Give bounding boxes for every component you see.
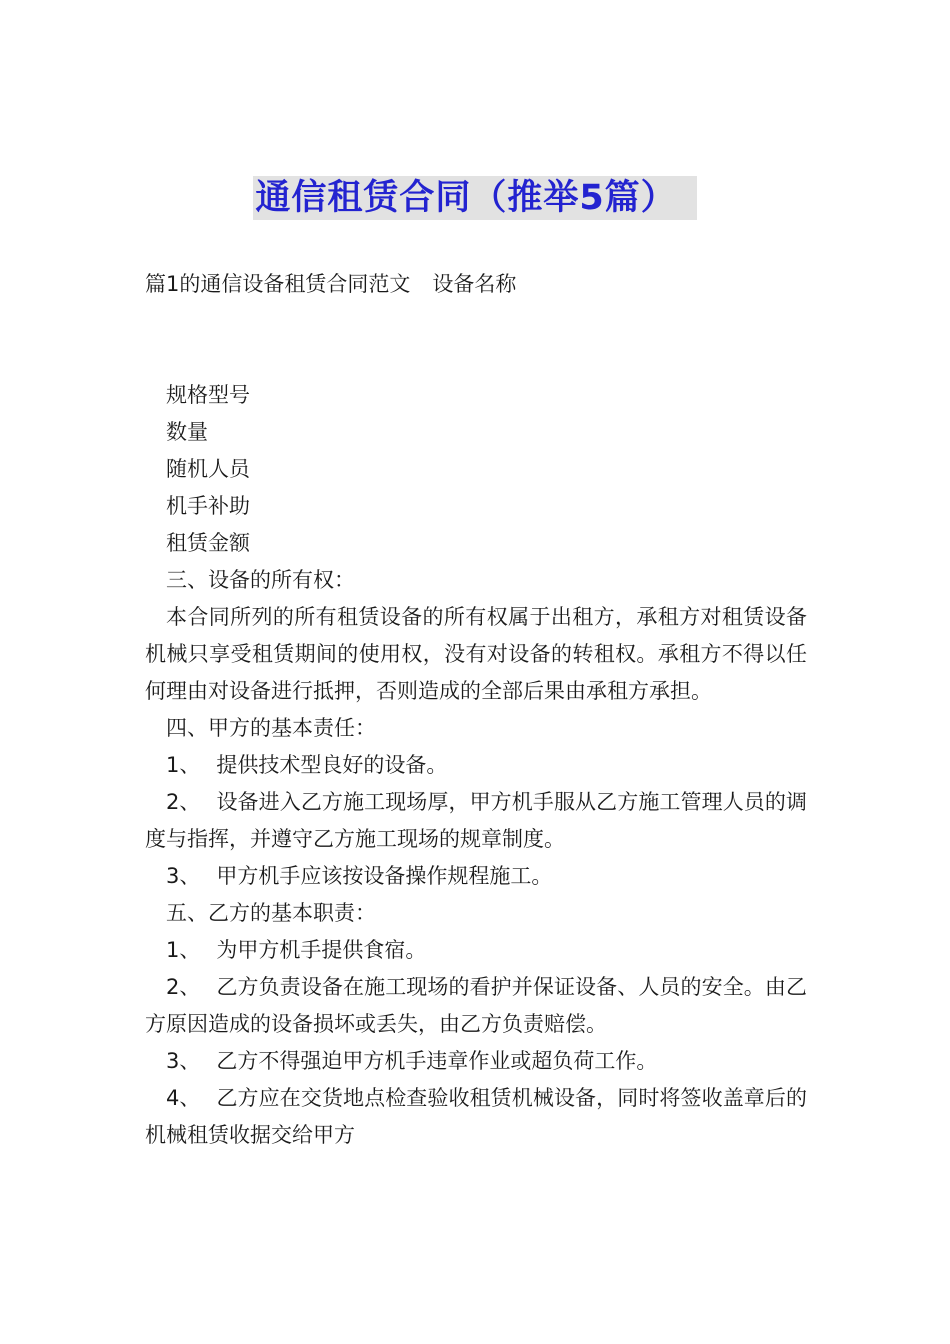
item-number: 1、 bbox=[166, 753, 201, 777]
item-text: 为甲方机手提供食宿。 bbox=[216, 938, 427, 962]
field-rental-amount: 租赁金额 bbox=[166, 531, 250, 555]
item-number: 3、 bbox=[166, 864, 201, 888]
section3-text: 本合同所列的所有租赁设备的所有权属于出租方，承租方对租赁设备机械只享受租赁期间的使用权，没有对设备的转租权。承租方不得以任何理由对设备进行抵押，否则造成的全部后果由承租方承担。 bbox=[145, 605, 807, 703]
section5-heading: 五、乙方的基本职责： bbox=[166, 901, 376, 925]
section5-item-4 bbox=[145, 1080, 807, 1154]
title-container bbox=[0, 176, 950, 220]
document-body bbox=[145, 377, 807, 1154]
field-quantity: 数量 bbox=[166, 420, 208, 444]
item-text: 乙方负责设备在施工现场的看护并保证设备、人员的安全。由乙方原因造成的设备损坏或丢失，由乙方负责赔偿。 bbox=[145, 975, 807, 1036]
subheading bbox=[145, 268, 516, 300]
section5-item-3 bbox=[145, 1043, 807, 1080]
item-text: 乙方应在交货地点检查验收租赁机械设备，同时将签收盖章后的机械租赁收据交给甲方 bbox=[145, 1086, 807, 1147]
subheading-right: 设备名称 bbox=[432, 272, 517, 296]
item-number: 1、 bbox=[166, 938, 201, 962]
section4-item-3 bbox=[145, 858, 807, 895]
field-spec-model: 规格型号 bbox=[166, 383, 250, 407]
field-personnel: 随机人员 bbox=[166, 457, 250, 481]
item-number: 2、 bbox=[166, 975, 201, 999]
section4-heading: 四、甲方的基本责任： bbox=[166, 716, 376, 740]
section5-item-1 bbox=[145, 932, 807, 969]
item-number: 2、 bbox=[166, 790, 201, 814]
section5-item-2 bbox=[145, 969, 807, 1043]
item-number: 3、 bbox=[166, 1049, 201, 1073]
item-text: 设备进入乙方施工现场厚，甲方机手服从乙方施工管理人员的调度与指挥，并遵守乙方施工现场的规章制度。 bbox=[145, 790, 807, 851]
field-operator-allowance: 机手补助 bbox=[166, 494, 250, 518]
subheading-left: 篇1的通信设备租赁合同范文 bbox=[145, 272, 411, 296]
section4-item-1 bbox=[145, 747, 807, 784]
item-number: 4、 bbox=[166, 1086, 201, 1110]
item-text: 乙方不得强迫甲方机手违章作业或超负荷工作。 bbox=[216, 1049, 658, 1073]
section4-item-2 bbox=[145, 784, 807, 858]
section3-heading: 三、设备的所有权： bbox=[166, 568, 355, 592]
item-text: 提供技术型良好的设备。 bbox=[216, 753, 448, 777]
document-title: 通信租赁合同（推举5篇） bbox=[253, 176, 696, 220]
item-text: 甲方机手应该按设备操作规程施工。 bbox=[216, 864, 553, 888]
